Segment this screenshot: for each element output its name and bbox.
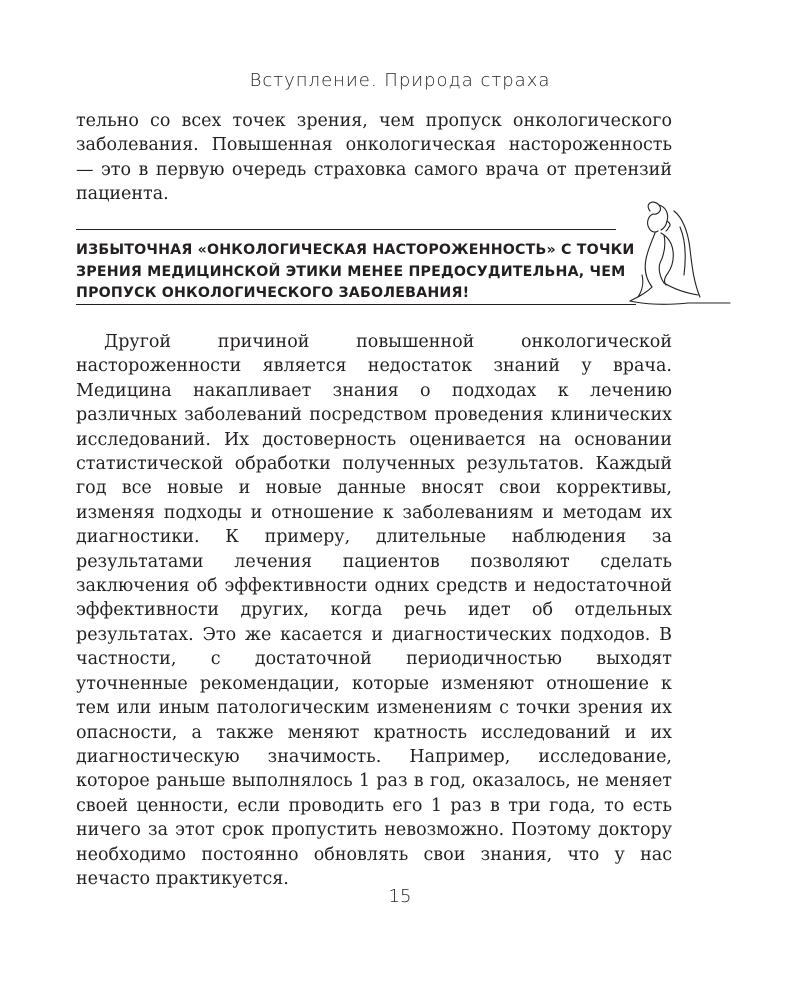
seated-woman-line-drawing-icon: [608, 197, 733, 312]
callout-bottom-rule: [76, 304, 636, 305]
body-paragraph: Другой причиной повышенной онкологической настороженности является недостаток знаний у врача. Медицина накапливает знания о подходах к лечению различных заболеваний посредством проведения клинических исследований. Их достоверность оценивается на основании статистической обработки полученных результатов. Каждый год все новые и новые данные вносят свои коррективы, изменяя подходы и отношение к заболеваниям и методам их диагностики. К примеру, длительные наблюдения за результатами лечения пациентов позволяют сделать заключения об эффективности одних средств и недостаточной эффективности других, когда речь идет об отдельных результатах. Это же касается и диагностических подходов. В частности, с достаточной периодичностью выходят уточненные рекомендации, которые изменяют отношение к тем или иным патологическим изменениям с точки зрения их опасности, а также меняют кратность исследований и их диагностическую значимость. Например, исследование, которое раньше выполнялось 1 раз в год, оказалось, не меняет своей ценности, если проводить его 1 раз в три года, то есть ничего за этот срок пропустить невозможно. Поэтому доктору необходимо постоянно обновлять свои знания, что у нас нечасто практикуется.: [76, 332, 672, 889]
callout-text: ИЗБЫТОЧНАЯ «ОНКОЛОГИЧЕСКАЯ НАСТОРОЖЕННОСТЬ» С ТОЧКИ ЗРЕНИЯ МЕДИЦИНСКОЙ ЭТИКИ МЕНЕЕ ПРЕДОСУДИТЕЛЬНА, ЧЕМ ПРОПУСК ОНКОЛОГИЧЕСКОГО ЗАБОЛЕВАНИЯ!: [76, 242, 635, 301]
callout-top-rule: [76, 229, 616, 230]
page-number: 15: [388, 886, 412, 907]
running-header: Вступление. Природа страха: [249, 70, 551, 91]
continuation-paragraph: тельно со всех точек зрения, чем пропуск онкологического заболевания. Повышенная онкологическая настороженность — это в первую очередь страховка самого врача от претензий пациента.: [76, 111, 672, 205]
